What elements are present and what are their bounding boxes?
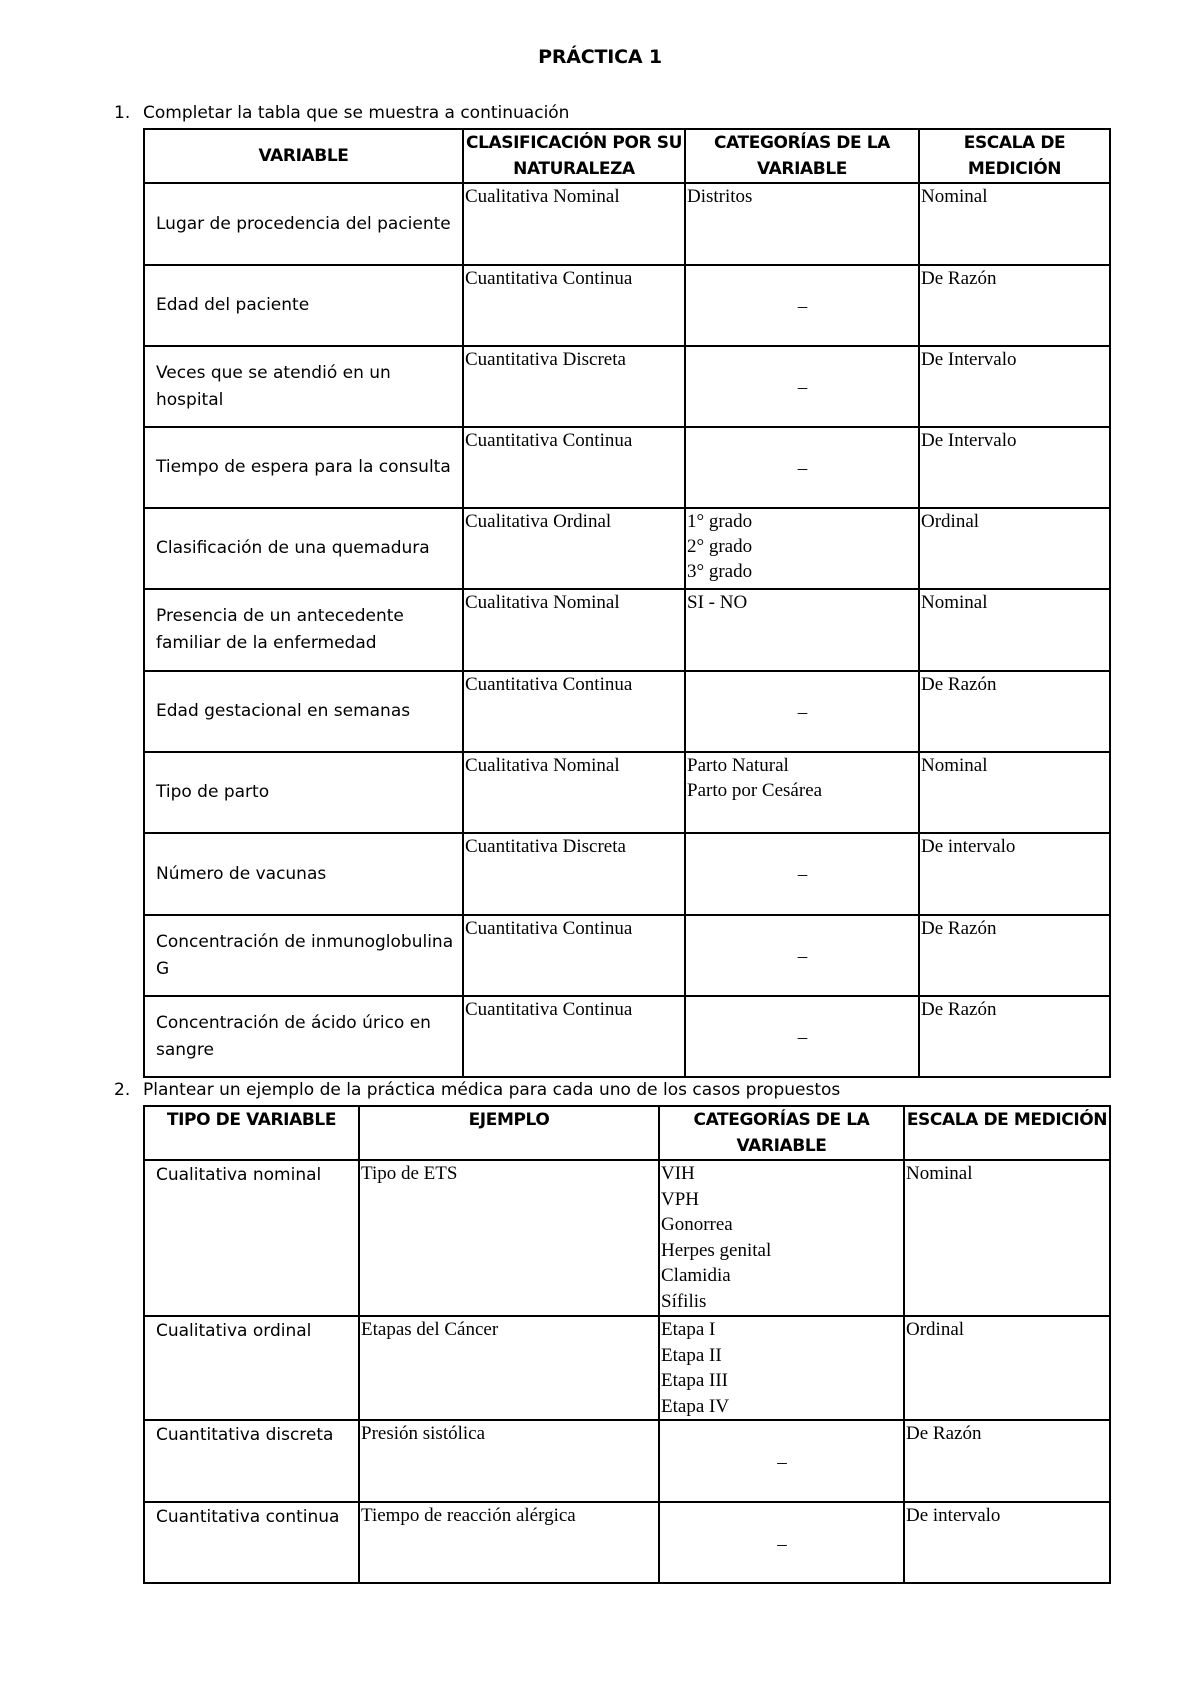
variables-table <box>143 128 1111 1078</box>
category-item: Distritos <box>687 186 753 207</box>
table-row <box>144 427 1110 508</box>
empty-dash: – <box>777 1452 787 1473</box>
cell-tipo: Cualitativa nominal <box>144 1160 359 1316</box>
empty-dash: – <box>797 296 808 317</box>
cell-categorias <box>685 671 919 752</box>
category-item: Etapa I <box>661 1319 716 1340</box>
category-item: 3° grado <box>687 561 753 582</box>
header-categorias: CATEGORÍAS DE LA VARIABLE <box>659 1106 904 1160</box>
cell-categorias <box>685 265 919 346</box>
cell-ejemplo: Etapas del Cáncer <box>359 1316 659 1420</box>
question-1-text: Completar la tabla que se muestra a continuación <box>143 103 570 123</box>
cell-clasificacion: Cualitativa Ordinal <box>463 508 685 589</box>
table-row <box>144 1316 1110 1420</box>
empty-dash: – <box>777 1534 787 1555</box>
page-title: PRÁCTICA 1 <box>538 46 662 68</box>
table-row <box>144 1502 1110 1583</box>
cell-clasificacion: Cuantitativa Continua <box>463 996 685 1077</box>
cell-clasificacion: Cualitativa Nominal <box>463 589 685 671</box>
empty-dash: – <box>797 458 808 479</box>
cell-escala: Nominal <box>904 1160 1110 1316</box>
empty-dash: – <box>797 1027 808 1048</box>
category-item: Parto por Cesárea <box>687 780 823 801</box>
category-item: Herpes genital <box>661 1239 772 1261</box>
cell-escala: De Razón <box>919 996 1110 1077</box>
cell-ejemplo: Presión sistólica <box>359 1420 659 1502</box>
cell-categorias <box>659 1420 904 1502</box>
header-clasificacion: CLASIFICACIÓN POR SU NATURALEZA <box>463 129 685 183</box>
category-item: Sífilis <box>661 1290 707 1312</box>
cell-categorias <box>685 346 919 427</box>
cell-clasificacion: Cuantitativa Discreta <box>463 346 685 427</box>
cell-categorias <box>685 915 919 996</box>
cell-clasificacion: Cuantitativa Continua <box>463 915 685 996</box>
table-row <box>144 265 1110 346</box>
cell-escala: De Intervalo <box>919 346 1110 427</box>
category-item: Etapa II <box>661 1344 722 1366</box>
cell-variable: Edad del paciente <box>144 265 463 346</box>
cell-variable: Edad gestacional en semanas <box>144 671 463 752</box>
category-item: VPH <box>661 1188 700 1210</box>
table-row <box>144 752 1110 833</box>
cell-escala: Nominal <box>919 183 1110 265</box>
table-row <box>144 996 1110 1077</box>
cell-clasificacion: Cuantitativa Continua <box>463 671 685 752</box>
cell-categorias <box>659 1160 904 1316</box>
cell-categorias <box>659 1316 904 1420</box>
cell-clasificacion: Cualitativa Nominal <box>463 183 685 265</box>
cell-tipo: Cuantitativa discreta <box>144 1420 359 1502</box>
header-escala: ESCALA DE MEDICIÓN <box>919 129 1110 183</box>
cell-escala: De intervalo <box>904 1502 1110 1583</box>
header-variable: VARIABLE <box>144 129 463 183</box>
cell-tipo: Cualitativa ordinal <box>144 1316 359 1420</box>
category-item: Clamidia <box>661 1265 731 1286</box>
cell-escala: De Razón <box>919 265 1110 346</box>
table-row <box>144 1420 1110 1502</box>
header-categorias: CATEGORÍAS DE LA VARIABLE <box>685 129 919 183</box>
table-row <box>144 671 1110 752</box>
cell-variable: Clasificación de una quemadura <box>144 508 463 589</box>
empty-dash: – <box>797 702 808 723</box>
table-header-row <box>144 1106 1110 1160</box>
cell-variable: Concentración de ácido úrico en sangre <box>144 996 463 1077</box>
cell-clasificacion: Cualitativa Nominal <box>463 752 685 833</box>
table-row <box>144 589 1110 671</box>
table-row <box>144 1160 1110 1316</box>
cell-escala: De Razón <box>919 671 1110 752</box>
cell-ejemplo: Tiempo de reacción alérgica <box>359 1502 659 1583</box>
cell-variable: Presencia de un antecedente familiar de la enfermedad <box>144 589 463 671</box>
category-item: VIH <box>661 1163 695 1184</box>
category-item: Etapa IV <box>661 1395 730 1417</box>
category-item: SI - NO <box>687 592 748 613</box>
cell-variable: Número de vacunas <box>144 833 463 915</box>
table-header-row <box>144 129 1110 183</box>
cell-variable: Tiempo de espera para la consulta <box>144 427 463 508</box>
cell-tipo: Cuantitativa continua <box>144 1502 359 1583</box>
cell-categorias <box>685 833 919 915</box>
cell-clasificacion: Cuantitativa Discreta <box>463 833 685 915</box>
cell-escala: De Razón <box>919 915 1110 996</box>
cell-escala: Nominal <box>919 589 1110 671</box>
cell-escala: De intervalo <box>919 833 1110 915</box>
table-row <box>144 915 1110 996</box>
table-row <box>144 508 1110 589</box>
empty-dash: – <box>797 377 808 398</box>
cell-categorias <box>685 589 919 671</box>
question-2-number: 2. <box>114 1080 131 1100</box>
cell-variable: Lugar de procedencia del paciente <box>144 183 463 265</box>
cell-categorias <box>685 996 919 1077</box>
header-tipo: TIPO DE VARIABLE <box>144 1106 359 1160</box>
cell-variable: Veces que se atendió en un hospital <box>144 346 463 427</box>
category-item: 2° grado <box>687 536 753 557</box>
empty-dash: – <box>797 864 808 885</box>
category-item: Parto Natural <box>687 755 789 776</box>
cell-variable: Concentración de inmunoglobulina G <box>144 915 463 996</box>
category-item: Etapa III <box>661 1370 728 1391</box>
cell-categorias <box>685 508 919 589</box>
cell-categorias <box>685 183 919 265</box>
cell-escala: Ordinal <box>919 508 1110 589</box>
cell-escala: Nominal <box>919 752 1110 833</box>
cell-categorias <box>685 427 919 508</box>
cell-variable: Tipo de parto <box>144 752 463 833</box>
cell-categorias <box>685 752 919 833</box>
cell-escala: De Razón <box>904 1420 1110 1502</box>
header-escala: ESCALA DE MEDICIÓN <box>904 1106 1110 1160</box>
question-1-number: 1. <box>114 103 131 123</box>
cell-escala: De Intervalo <box>919 427 1110 508</box>
table-row <box>144 833 1110 915</box>
question-2-text: Plantear un ejemplo de la práctica médica para cada uno de los casos propuestos <box>143 1080 841 1100</box>
cell-clasificacion: Cuantitativa Continua <box>463 265 685 346</box>
cell-escala: Ordinal <box>904 1316 1110 1420</box>
header-ejemplo: EJEMPLO <box>359 1106 659 1160</box>
empty-dash: – <box>797 946 808 967</box>
examples-table <box>143 1105 1111 1584</box>
cell-ejemplo: Tipo de ETS <box>359 1160 659 1316</box>
cell-categorias <box>659 1502 904 1583</box>
table-row <box>144 346 1110 427</box>
table-row <box>144 183 1110 265</box>
category-item: 1° grado <box>687 511 753 532</box>
cell-clasificacion: Cuantitativa Continua <box>463 427 685 508</box>
category-item: Gonorrea <box>661 1214 733 1235</box>
